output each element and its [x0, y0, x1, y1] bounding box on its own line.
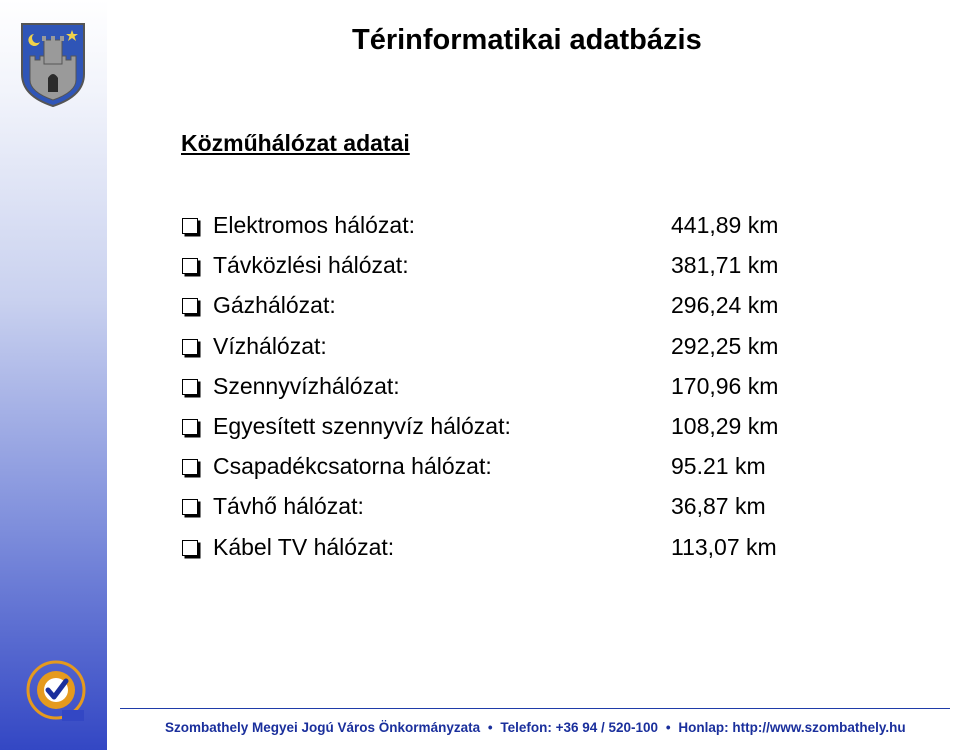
network-label: Elektromos hálózat:	[213, 212, 415, 238]
checkbox-bullet-icon	[182, 298, 198, 314]
network-length: 381,71 km	[671, 252, 779, 279]
network-length: 292,25 km	[671, 332, 779, 359]
network-label: Távhő hálózat:	[213, 493, 364, 520]
list-item	[181, 245, 881, 285]
checkbox-bullet-icon	[182, 499, 198, 515]
list-item	[181, 527, 881, 567]
list-item	[181, 285, 881, 325]
network-length: 108,29 km	[671, 412, 779, 439]
list-item	[181, 406, 881, 446]
checkbox-bullet-icon	[182, 379, 198, 395]
side-gradient-band	[0, 0, 107, 750]
checkbox-bullet-icon	[182, 540, 198, 556]
network-length: 113,07 km	[671, 533, 777, 560]
checkbox-bullet-icon	[182, 258, 198, 274]
list-item	[181, 446, 881, 486]
checkbox-bullet-icon	[182, 339, 198, 355]
network-length: 36,87 km	[671, 493, 766, 520]
network-label: Kábel TV hálózat:	[213, 533, 395, 560]
section-heading: Közműhálózat adatai	[181, 130, 410, 156]
list-item	[181, 326, 881, 366]
checkbox-bullet-icon	[182, 459, 198, 475]
checkbox-bullet-icon	[182, 218, 198, 234]
list-item	[181, 486, 881, 526]
network-length: 95.21 km	[671, 453, 766, 480]
list-item	[181, 205, 881, 245]
footer-org: Szombathely Megyei Jogú Város Önkormányzata	[165, 720, 481, 735]
list-item	[181, 366, 881, 406]
page-title: Térinformatikai adatbázis	[352, 24, 702, 56]
network-length: 296,24 km	[671, 292, 779, 319]
footer-website: Honlap: http://www.szombathely.hu	[678, 720, 906, 735]
checkbox-bullet-icon	[182, 419, 198, 435]
network-length: 441,89 km	[671, 212, 779, 238]
footer-phone: Telefon: +36 94 / 520-100	[500, 720, 659, 735]
network-label: Vízhálózat:	[213, 332, 327, 359]
network-label: Egyesített szennyvíz hálózat:	[213, 412, 511, 439]
footer-separator: •	[487, 720, 493, 735]
network-label: Gázhálózat:	[213, 292, 336, 319]
network-length: 170,96 km	[671, 372, 779, 399]
certification-logo-icon	[24, 660, 88, 724]
network-label: Távközlési hálózat:	[213, 252, 409, 279]
footer-separator: •	[665, 720, 671, 735]
coat-of-arms-icon	[20, 22, 86, 108]
network-label: Csapadékcsatorna hálózat:	[213, 453, 492, 480]
network-list	[181, 205, 881, 567]
footer-divider	[120, 708, 950, 709]
network-label: Szennyvízhálózat:	[213, 372, 400, 399]
footer-contact	[165, 720, 906, 735]
